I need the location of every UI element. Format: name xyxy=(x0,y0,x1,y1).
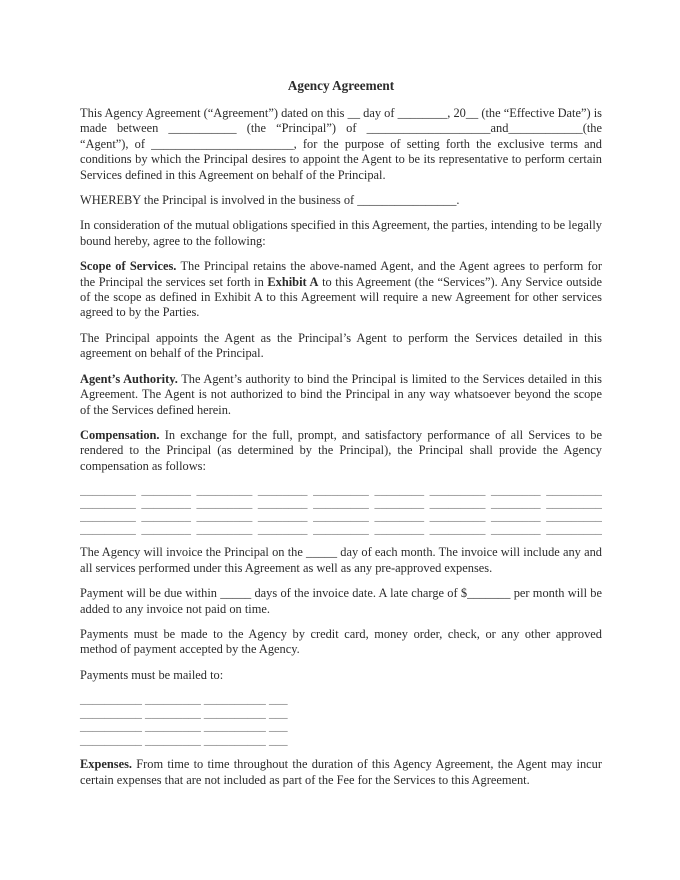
paragraph-payment-due: Payment will be due within _____ days of the invoice date. A late charge of $_______ per month will be added to any invoice not paid on time. xyxy=(80,586,602,616)
exhibit-a-reference: Exhibit A xyxy=(267,274,319,289)
agents-authority-text: The Agent’s authority to bind the Principal is limited to the Services detailed in this Agreement. The Agent is not authorized to bind the Principal in any way whatsoever beyond the scope of the Services defined herein. xyxy=(80,371,603,417)
mailing-address-blank-lines xyxy=(80,693,602,747)
paragraph-scope-of-services xyxy=(80,259,602,321)
paragraph-invoice: The Agency will invoice the Principal on the _____ day of each month. The invoice will include any and all services performed under this Agreement as well as any pre-approved expenses. xyxy=(80,545,602,575)
compensation-heading: Compensation. xyxy=(80,427,160,442)
paragraph-payment-method: Payments must be made to the Agency by credit card, money order, check, or any other approved method of payment accepted by the Agency. xyxy=(80,626,602,657)
compensation-text: In exchange for the full, prompt, and satisfactory performance of all Services to be rendered to the Principal (as determined by the Principal), the Principal shall provide the Agency compensation as follows: xyxy=(80,427,602,473)
blank-fill-in-line: _________ ________ _________ ________ _________ ________ _________ ________ _________ xyxy=(80,484,602,497)
paragraph-intro: This Agency Agreement (“Agreement”) dated on this __ day of ________, 20__ (the “Effective Date”) is made between ___________ (the “Principal”) of ____________________and____________(the “Agent”), of _______________________, for the purpose of setting forth the exclusive terms and conditions by which the Principal desires to appoint the Agent to be its representative to perform certain Services defined in this Agreement on behalf of the Principal. xyxy=(80,106,602,182)
blank-address-line: __________ _________ __________ ___ xyxy=(80,719,288,734)
blank-address-line: __________ _________ __________ ___ xyxy=(80,705,288,720)
paragraph-compensation xyxy=(80,428,602,474)
scope-of-services-heading: Scope of Services. xyxy=(80,259,177,274)
blank-address-line: __________ _________ __________ ___ xyxy=(80,692,288,707)
document-title: Agency Agreement xyxy=(287,78,395,93)
compensation-blank-lines xyxy=(80,484,602,535)
blank-fill-in-line: _________ ________ _________ ________ _________ ________ _________ ________ _________ xyxy=(80,496,602,510)
blank-fill-in-line: _________ ________ _________ ________ _________ ________ _________ ________ _________ xyxy=(80,522,602,536)
scope-text-before-exhibit: The Principal retains the above-named Agent, and the Agent agrees to perform for the Principal the services set forth in xyxy=(80,259,602,289)
paragraph-whereby: WHEREBY the Principal is involved in the business of ________________. xyxy=(80,193,460,208)
scope-text-after-exhibit: to this Agreement (the “Services”). Any Service outside of the scope as defined in Exhibit A to this Agreement will require a new Agreement for other services agreed to by the Parties. xyxy=(80,274,602,320)
paragraph-appointment: The Principal appoints the Agent as the Principal’s Agent to perform the Services detailed in this agreement on behalf of the Principal. xyxy=(80,330,602,361)
blank-address-line: __________ _________ __________ ___ xyxy=(80,732,288,747)
expenses-text: From time to time throughout the duration of this Agency Agreement, the Agent may incur certain expenses that are not included as part of the Fee for the Services to this Agreement. xyxy=(80,757,602,787)
paragraph-expenses xyxy=(80,757,602,788)
expenses-heading: Expenses. xyxy=(80,757,132,772)
paragraph-mailing-label: Payments must be mailed to: xyxy=(80,667,224,682)
blank-fill-in-line: _________ ________ _________ ________ _________ ________ _________ ________ _________ xyxy=(80,509,602,523)
paragraph-agents-authority xyxy=(80,372,602,418)
paragraph-consideration: In consideration of the mutual obligations specified in this Agreement, the parties, intending to be legally bound hereby, agree to the following: xyxy=(80,218,602,248)
agents-authority-heading: Agent’s Authority. xyxy=(80,371,178,386)
